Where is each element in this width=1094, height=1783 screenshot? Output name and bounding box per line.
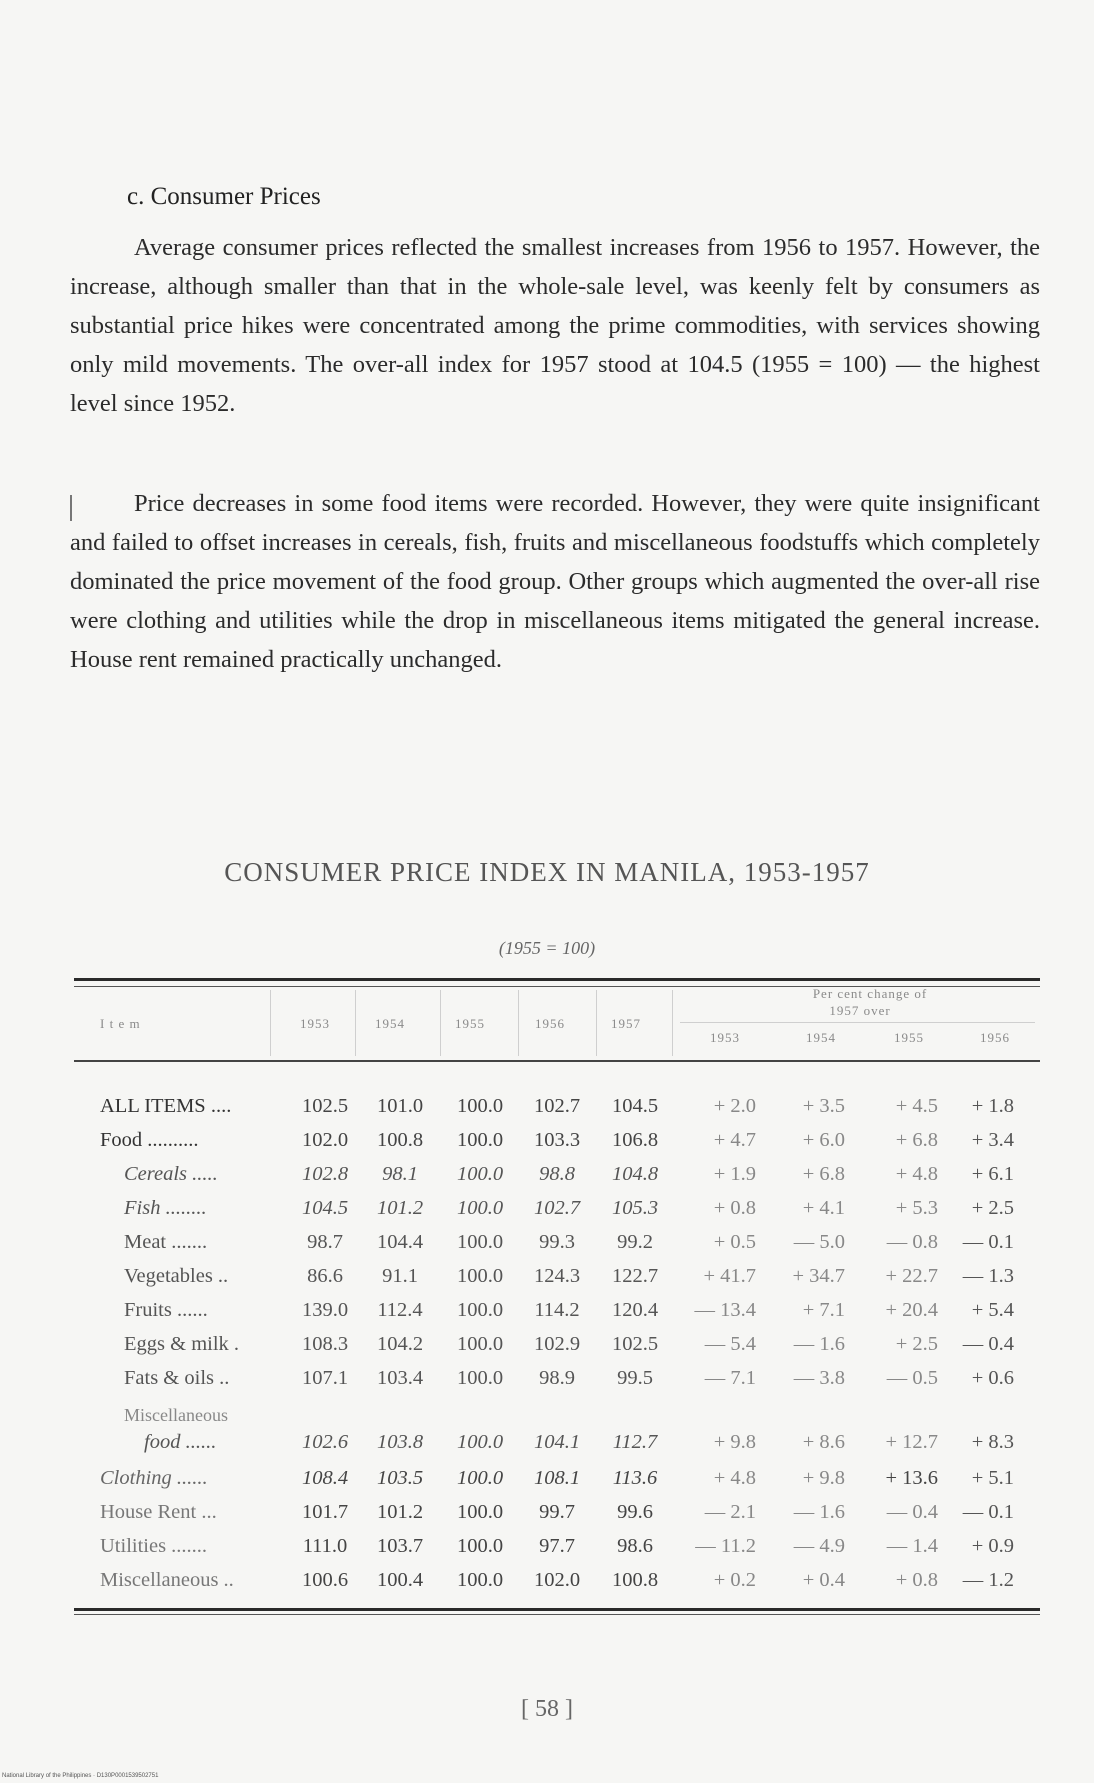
cell-1955: 100.0 (456, 1231, 504, 1253)
cell-1954: 112.4 (377, 1299, 423, 1321)
pct-1953: — 2.1 (704, 1501, 756, 1523)
pct-1955: + 12.7 (885, 1431, 938, 1453)
pct-1954: + 6.0 (802, 1129, 845, 1151)
cell-1954: 103.4 (376, 1367, 424, 1389)
pct-1954: + 3.5 (802, 1095, 845, 1117)
pct-1956: + 0.6 (971, 1367, 1014, 1389)
row-label: Meat ....... (124, 1231, 208, 1253)
cell-1957: 102.5 (611, 1333, 659, 1355)
pct-1954: + 0.4 (802, 1569, 845, 1591)
row-label: Food .......... (100, 1129, 199, 1151)
pct-1956: + 3.4 (971, 1129, 1014, 1151)
pct-1955: + 22.7 (885, 1265, 938, 1287)
cell-1954: 103.8 (376, 1431, 424, 1453)
header-year-1954: 1954 (375, 1016, 405, 1031)
cell-1954: 104.4 (376, 1231, 424, 1253)
header-divider (270, 990, 271, 1056)
header-pct-1955: 1955 (894, 1030, 924, 1045)
table-row (0, 1265, 1094, 1299)
pct-1953: + 4.7 (713, 1129, 756, 1151)
table-row (0, 1299, 1094, 1333)
pct-1955: + 2.5 (895, 1333, 938, 1355)
pct-1956: + 2.5 (971, 1197, 1014, 1219)
cell-1953: 108.3 (301, 1333, 349, 1355)
pct-1956: + 0.9 (971, 1535, 1014, 1557)
cell-1957: 113.6 (612, 1467, 658, 1489)
cell-1954: 103.7 (376, 1535, 424, 1557)
table-bottom-rule-thin (74, 1614, 1040, 1615)
cell-1955: 100.0 (456, 1501, 504, 1523)
pct-1956: + 1.8 (971, 1095, 1014, 1117)
pct-1955: + 13.6 (885, 1467, 938, 1489)
cell-1955: 100.0 (456, 1095, 504, 1117)
row-label: House Rent ... (100, 1501, 217, 1523)
table-top-rule (74, 978, 1040, 981)
cell-1955: 100.0 (456, 1569, 504, 1591)
table-row (0, 1333, 1094, 1367)
header-year-1956: 1956 (535, 1016, 565, 1031)
cell-1953: 102.8 (301, 1163, 349, 1185)
pct-1956: + 6.1 (971, 1163, 1014, 1185)
pct-1953: + 0.8 (713, 1197, 756, 1219)
cell-1955: 100.0 (456, 1129, 504, 1151)
cell-1957: 99.6 (617, 1501, 653, 1523)
cell-1956: 102.0 (533, 1569, 581, 1591)
section-heading: c. Consumer Prices (127, 183, 321, 210)
cell-1957: 122.7 (611, 1265, 659, 1287)
cell-1953: 108.4 (301, 1467, 349, 1489)
pct-1954: — 1.6 (793, 1333, 845, 1355)
cell-1955: 100.0 (456, 1265, 504, 1287)
row-label-continued: food ...... (144, 1431, 217, 1453)
pct-1955: — 0.5 (886, 1367, 938, 1389)
pct-1955: + 20.4 (885, 1299, 938, 1321)
pct-1953: — 11.2 (695, 1535, 756, 1557)
table-row (0, 1129, 1094, 1163)
paragraph-1: Average consumer prices reflected the smallest increases from 1956 to 1957. However, the increase, although smaller than that in the whole-sale level, was keenly felt by consumers as substantial price hikes were concentrated among the prime commodities, with services showing only mild movements. The over-all index for 1957 stood at 104.5 (1955 = 100) — the highest level since 1952. (70, 234, 1040, 417)
header-item: I t e m (100, 1016, 141, 1031)
table-row (0, 1405, 1094, 1463)
table-row (0, 1197, 1094, 1231)
pct-1953: + 41.7 (703, 1265, 756, 1287)
table-row (0, 1231, 1094, 1265)
cell-1956: 104.1 (533, 1431, 581, 1453)
pct-1954: + 6.8 (802, 1163, 845, 1185)
pct-1953: + 4.8 (713, 1467, 756, 1489)
table-row (0, 1163, 1094, 1197)
cell-1954: 101.0 (376, 1095, 424, 1117)
pct-1953: + 1.9 (713, 1163, 756, 1185)
table-header-rule (74, 1060, 1040, 1062)
table-bottom-rule (74, 1608, 1040, 1611)
pct-1954: + 9.8 (802, 1467, 845, 1489)
pct-1954: — 5.0 (793, 1231, 845, 1253)
header-pct-over: 1957 over (829, 1003, 891, 1018)
cell-1953: 98.7 (307, 1231, 343, 1253)
pct-1954: + 8.6 (802, 1431, 845, 1453)
pct-1955: + 6.8 (895, 1129, 938, 1151)
cell-1954: 103.5 (376, 1467, 424, 1489)
cell-1956: 102.7 (533, 1197, 581, 1219)
cell-1953: 111.0 (302, 1535, 348, 1557)
cell-1953: 102.6 (301, 1431, 349, 1453)
cell-1956: 97.7 (539, 1535, 575, 1557)
header-pct-group: Per cent change of (812, 986, 928, 1001)
pct-1955: + 4.8 (895, 1163, 938, 1185)
cell-1954: 100.4 (376, 1569, 424, 1591)
pct-1956: — 1.3 (962, 1265, 1014, 1287)
header-divider (672, 990, 673, 1056)
table-title: CONSUMER PRICE INDEX IN MANILA, 1953-1957 (224, 857, 870, 887)
header-span-rule (680, 1022, 1035, 1023)
paragraph-2: Price decreases in some food items were recorded. However, they were quite insignificant and failed to offset increases in cereals, fish, fruits and miscellaneous foodstuffs which completely dominated the price movement of the food group. Other groups which augmented the over-all rise were clothing and utilities while the drop in miscellaneous items mitigated the general increase. House rent remained practically unchanged. (70, 490, 1040, 673)
cell-1956: 98.9 (539, 1367, 575, 1389)
row-label: Utilities ....... (100, 1535, 208, 1557)
cell-1954: 100.8 (376, 1129, 424, 1151)
row-label: Fats & oils .. (124, 1367, 230, 1389)
cell-1953: 107.1 (301, 1367, 349, 1389)
pct-1953: — 7.1 (704, 1367, 756, 1389)
cell-1957: 105.3 (611, 1197, 659, 1219)
pct-1953: + 2.0 (713, 1095, 756, 1117)
pct-1953: + 9.8 (713, 1431, 756, 1453)
header-divider (518, 990, 519, 1056)
row-label: Miscellaneous (124, 1405, 228, 1425)
cell-1954: 104.2 (376, 1333, 424, 1355)
header-year-1953: 1953 (300, 1016, 330, 1031)
row-label: Vegetables .. (124, 1265, 229, 1287)
cell-1956: 102.9 (533, 1333, 581, 1355)
header-pct-1953: 1953 (710, 1030, 740, 1045)
cell-1956: 99.3 (539, 1231, 575, 1253)
cell-1953: 104.5 (301, 1197, 349, 1219)
cell-1955: 100.0 (456, 1431, 504, 1453)
pct-1954: + 7.1 (802, 1299, 845, 1321)
pct-1955: + 4.5 (895, 1095, 938, 1117)
header-divider (355, 990, 356, 1056)
row-label: Clothing ...... (100, 1467, 208, 1489)
cell-1956: 102.7 (533, 1095, 581, 1117)
table-row (0, 1501, 1094, 1535)
cell-1955: 100.0 (456, 1333, 504, 1355)
header-pct-1956: 1956 (980, 1030, 1010, 1045)
cell-1955: 100.0 (456, 1299, 504, 1321)
cell-1954: 101.2 (376, 1501, 424, 1523)
cell-1957: 112.7 (612, 1431, 658, 1453)
pct-1956: + 5.4 (971, 1299, 1014, 1321)
pct-1955: — 0.4 (886, 1501, 938, 1523)
pct-1954: + 4.1 (802, 1197, 845, 1219)
cell-1957: 98.6 (617, 1535, 653, 1557)
cell-1953: 101.7 (301, 1501, 349, 1523)
header-year-1955: 1955 (455, 1016, 485, 1031)
row-label: ALL ITEMS .... (100, 1095, 232, 1117)
pct-1956: + 5.1 (971, 1467, 1014, 1489)
cell-1957: 99.2 (617, 1231, 653, 1253)
pct-1955: + 5.3 (895, 1197, 938, 1219)
cell-1954: 91.1 (382, 1265, 418, 1287)
pct-1956: — 0.1 (962, 1231, 1014, 1253)
cell-1956: 114.2 (534, 1299, 580, 1321)
archive-footer-note: National Library of the Philippines · D130P0001539502751 (2, 1773, 159, 1779)
pct-1954: — 1.6 (793, 1501, 845, 1523)
cell-1956: 108.1 (533, 1467, 581, 1489)
cell-1953: 102.0 (301, 1129, 349, 1151)
pct-1955: — 0.8 (886, 1231, 938, 1253)
table-row (0, 1569, 1094, 1603)
cell-1954: 101.2 (376, 1197, 424, 1219)
cell-1955: 100.0 (456, 1535, 504, 1557)
cell-1957: 106.8 (611, 1129, 659, 1151)
row-label: Miscellaneous .. (100, 1569, 234, 1591)
cell-1955: 100.0 (456, 1367, 504, 1389)
pct-1956: — 1.2 (962, 1569, 1014, 1591)
row-label: Fruits ...... (124, 1299, 208, 1321)
cell-1957: 120.4 (611, 1299, 659, 1321)
cell-1957: 99.5 (617, 1367, 653, 1389)
cell-1957: 104.5 (611, 1095, 659, 1117)
cell-1955: 100.0 (456, 1163, 504, 1185)
cell-1953: 139.0 (301, 1299, 349, 1321)
row-label: Cereals ..... (124, 1163, 218, 1185)
table-row (0, 1467, 1094, 1501)
cell-1955: 100.0 (456, 1197, 504, 1219)
cell-1956: 99.7 (539, 1501, 575, 1523)
table-row (0, 1535, 1094, 1569)
pct-1955: — 1.4 (886, 1535, 938, 1557)
pct-1953: — 13.4 (694, 1299, 756, 1321)
header-year-1957: 1957 (611, 1016, 641, 1031)
table-row (0, 1095, 1094, 1129)
cell-1953: 102.5 (301, 1095, 349, 1117)
cell-1955: 100.0 (456, 1467, 504, 1489)
pct-1955: + 0.8 (895, 1569, 938, 1591)
pct-1956: — 0.4 (962, 1333, 1014, 1355)
cell-1956: 98.8 (539, 1163, 575, 1185)
cell-1954: 98.1 (382, 1163, 418, 1185)
row-label: Fish ........ (124, 1197, 207, 1219)
table-row (0, 1367, 1094, 1401)
pct-1956: + 8.3 (971, 1431, 1014, 1453)
pct-1953: — 5.4 (704, 1333, 756, 1355)
pct-1954: — 4.9 (793, 1535, 845, 1557)
pct-1954: — 3.8 (793, 1367, 845, 1389)
pct-1956: — 0.1 (962, 1501, 1014, 1523)
cell-1957: 100.8 (611, 1569, 659, 1591)
page-number: [ 58 ] (521, 1696, 573, 1722)
table-base-note: (1955 = 100) (498, 938, 596, 958)
row-label: Eggs & milk . (124, 1333, 240, 1355)
cell-1957: 104.8 (611, 1163, 659, 1185)
cell-1956: 124.3 (533, 1265, 581, 1287)
cell-1953: 86.6 (307, 1265, 343, 1287)
cell-1956: 103.3 (533, 1129, 581, 1151)
cell-1953: 100.6 (301, 1569, 349, 1591)
pct-1953: + 0.5 (713, 1231, 756, 1253)
pct-1953: + 0.2 (713, 1569, 756, 1591)
header-pct-1954: 1954 (806, 1030, 836, 1045)
pct-1954: + 34.7 (792, 1265, 845, 1287)
